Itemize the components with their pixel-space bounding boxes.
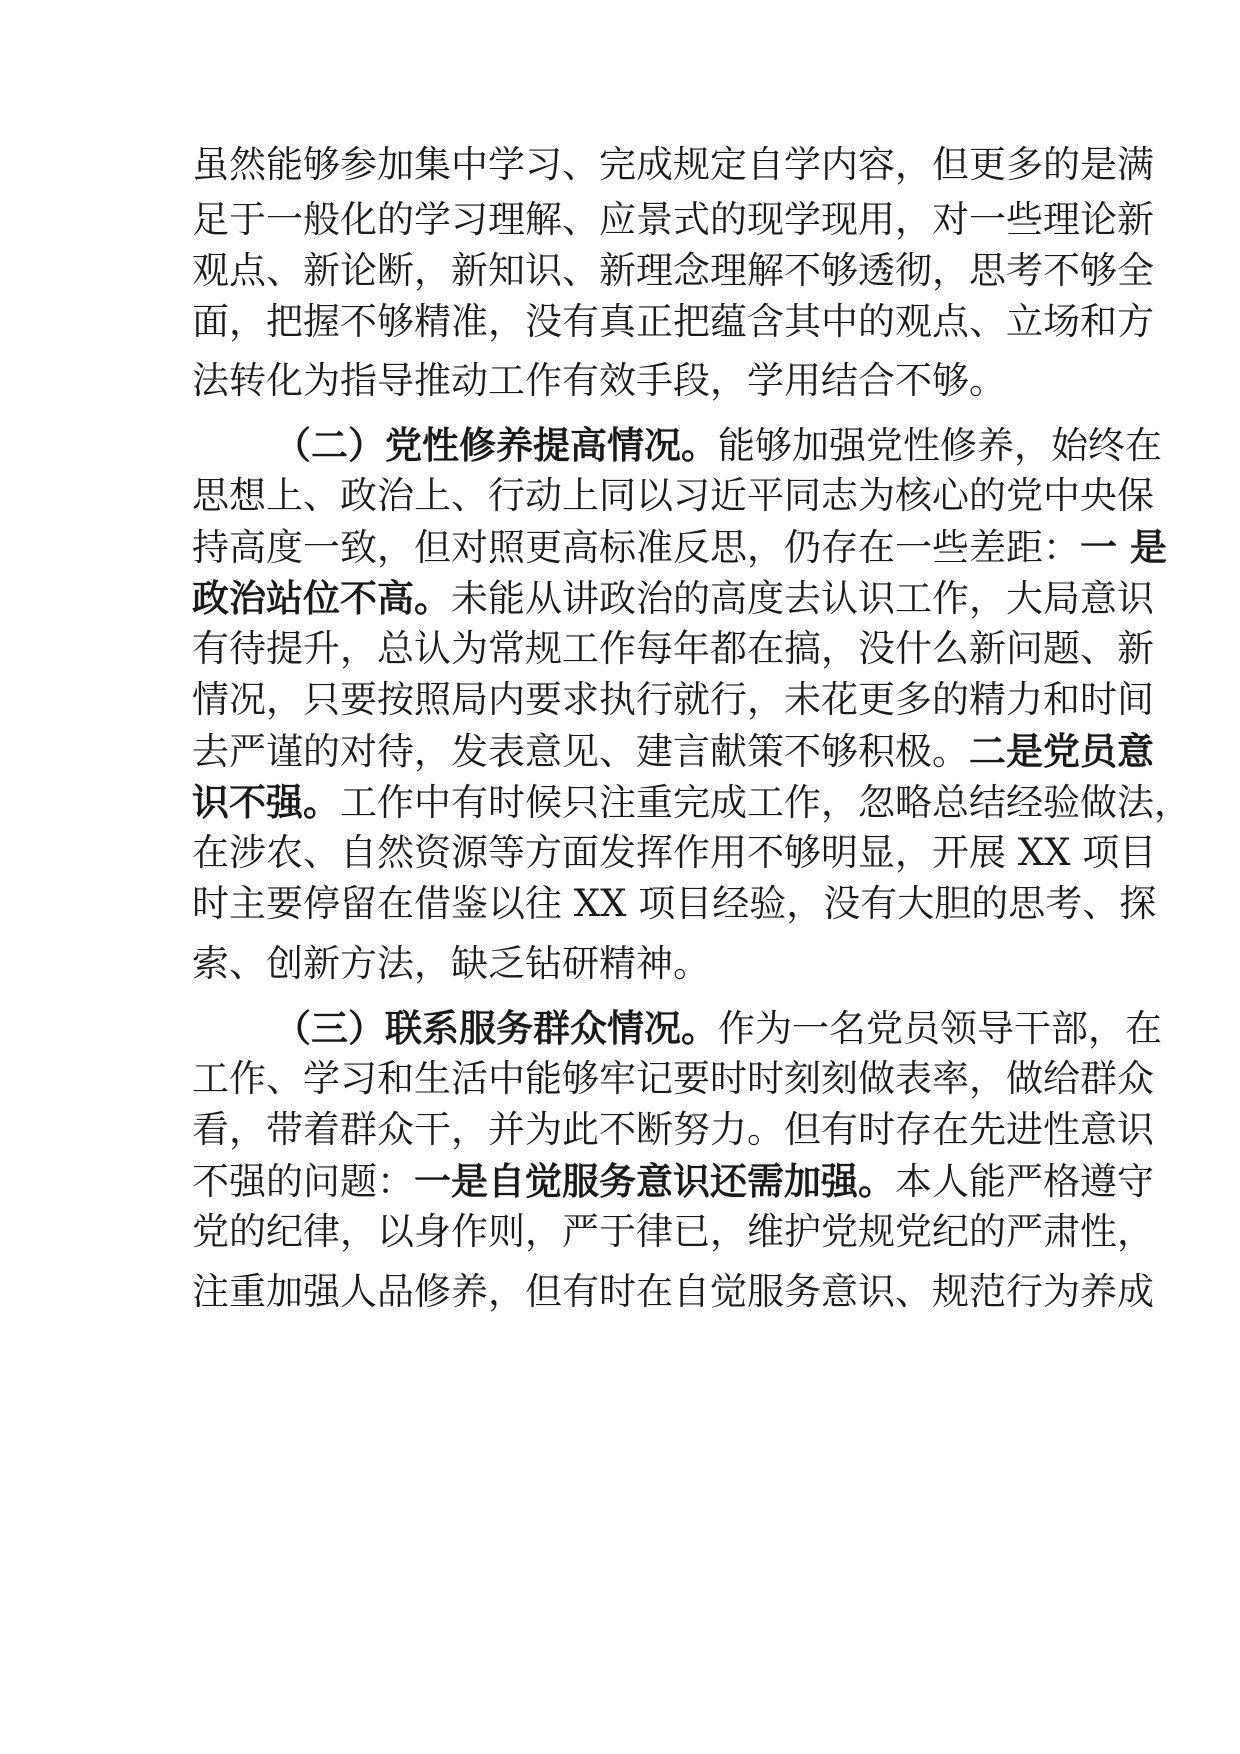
text-line <box>192 1202 1154 1262</box>
text-segment: 工作中有时候只注重完成工作，忽略总结经验做法， <box>340 781 1191 824</box>
text-line <box>192 135 1154 195</box>
text-segment: 工作、学习和生活中能够牢记要时时刻刻做表率，做给群众 <box>192 1057 1154 1100</box>
text-segment: 足于一般化的学习理解、应景式的现学现用，对一些理论新 <box>192 198 1154 241</box>
text-line <box>192 934 1052 994</box>
section-heading: （三）联系服务群众情况。 <box>274 1006 718 1050</box>
text-segment: 索、创新方法，缺乏钻研精神。 <box>192 942 710 985</box>
text-segment: 法转化为指导推动工作有效手段，学用结合不够。 <box>192 359 1006 402</box>
text-segment: 情况，只要按照局内要求执行就行，未花更多的精力和时间 <box>192 678 1154 721</box>
text-segment: 虽然能够参加集中学习、完成规定自学内容，但更多的是满 <box>192 143 1154 186</box>
emphasis-text: 一是自觉服务意识还需加强。 <box>414 1159 895 1203</box>
text-segment: 本人能严格遵守 <box>895 1160 1154 1203</box>
emphasis-text: 二是党员意 <box>969 729 1154 773</box>
text-segment: 观点、新论断，新知识、新理念理解不够透彻，思考不够全 <box>192 249 1154 292</box>
text-segment: 不强的问题： <box>192 1160 414 1203</box>
text-segment: 持高度一致，但对照更高标准反思，仍存在一些差距： <box>192 526 1080 569</box>
text-segment: 党的纪律，以身作则，严于律已，维护党规党纪的严肃性， <box>192 1210 1154 1253</box>
text-line <box>192 292 1154 352</box>
text-segment: 思想上、政治上、行动上同以习近平同志为核心的党中央保 <box>192 474 1154 517</box>
text-segment: 看，带着群众干，并为此不断努力。但有时存在先进性意识 <box>192 1108 1154 1151</box>
emphasis-text: 政治站位不高。 <box>192 576 451 620</box>
text-segment: 在涉农、自然资源等方面发挥作用不够明显，开展 XX 项目 <box>192 831 1157 874</box>
text-line <box>192 1262 1154 1322</box>
text-line <box>192 351 1052 411</box>
text-segment: 能够加强党性修养，始终在 <box>718 424 1162 467</box>
text-segment: 未能从讲政治的高度去认识工作，大局意识 <box>451 577 1154 620</box>
text-segment: 有待提升，总认为常规工作每年都在搞，没什么新问题、新 <box>192 627 1154 670</box>
text-segment: 去严谨的对待，发表意见、建言献策不够积极。 <box>192 730 969 773</box>
text-line <box>192 874 1157 934</box>
emphasis-text: 识不强。 <box>192 780 340 824</box>
text-segment: 面，把握不够精准，没有真正把蕴含其中的观点、立场和方 <box>192 300 1154 343</box>
section-heading: （二）党性修养提高情况。 <box>274 423 718 467</box>
emphasis-text: 一 是 <box>1080 525 1167 569</box>
text-segment: 作为一名党员领导干部，在 <box>718 1007 1162 1050</box>
text-segment: 时主要停留在借鉴以往 XX 项目经验，没有大胆的思考、探 <box>192 882 1157 925</box>
text-segment: 注重加强人品修养，但有时在自觉服务意识、规范行为养成 <box>192 1270 1154 1313</box>
